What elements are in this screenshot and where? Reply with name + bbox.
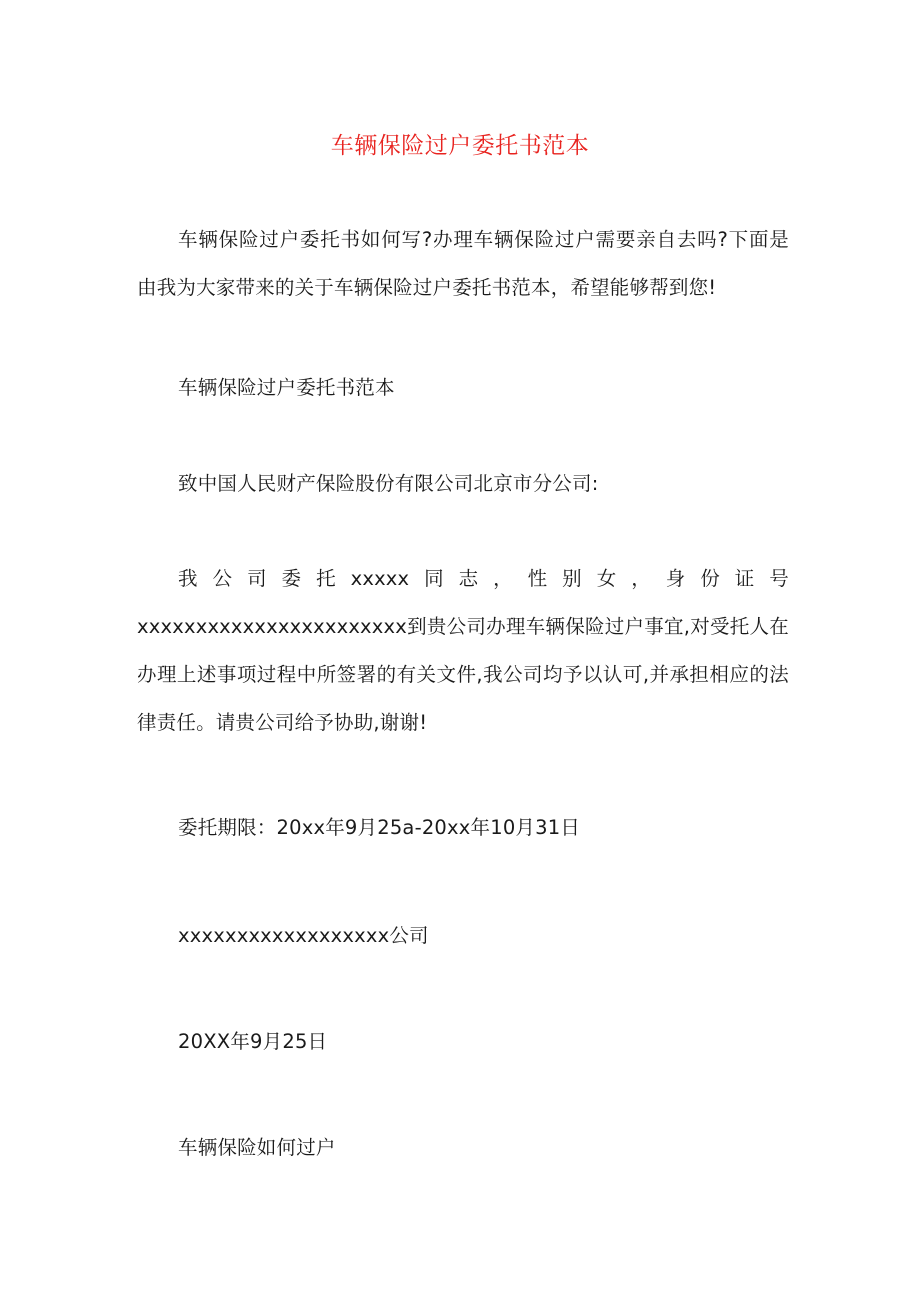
document-title: 车辆保险过户委托书范本 [330, 133, 590, 159]
addressee: 致中国人民财产保险股份有限公司北京市分公司: [178, 472, 599, 495]
company-signature: xxxxxxxxxxxxxxxxxx公司 [178, 924, 429, 947]
term-line [178, 812, 580, 844]
section-heading: 车辆保险如何过户 [178, 1136, 336, 1159]
term-label: 委托期限： [178, 816, 277, 839]
term-value: 20xx年9月25a-20xx年10月31日 [276, 816, 581, 839]
subtitle: 车辆保险过户委托书范本 [178, 376, 395, 399]
body-paragraph: 我公司委托xxxxx同志，性别女，身份证号xxxxxxxxxxxxxxxxxxxxxxx到贵公司办理车辆保险过户事宜,对受托人在办理上述事项过程中所签署的有关文件,我公司均予以认可,并承担相应的法律责任。请贵公司给予协助,谢谢! [137, 567, 789, 734]
signature-date: 20XX年9月25日 [178, 1030, 328, 1053]
intro-paragraph: 车辆保险过户委托书如何写?办理车辆保险过户需要亲自去吗?下面是由我为大家带来的关于车辆保险过户委托书范本，希望能够帮到您! [137, 228, 789, 299]
